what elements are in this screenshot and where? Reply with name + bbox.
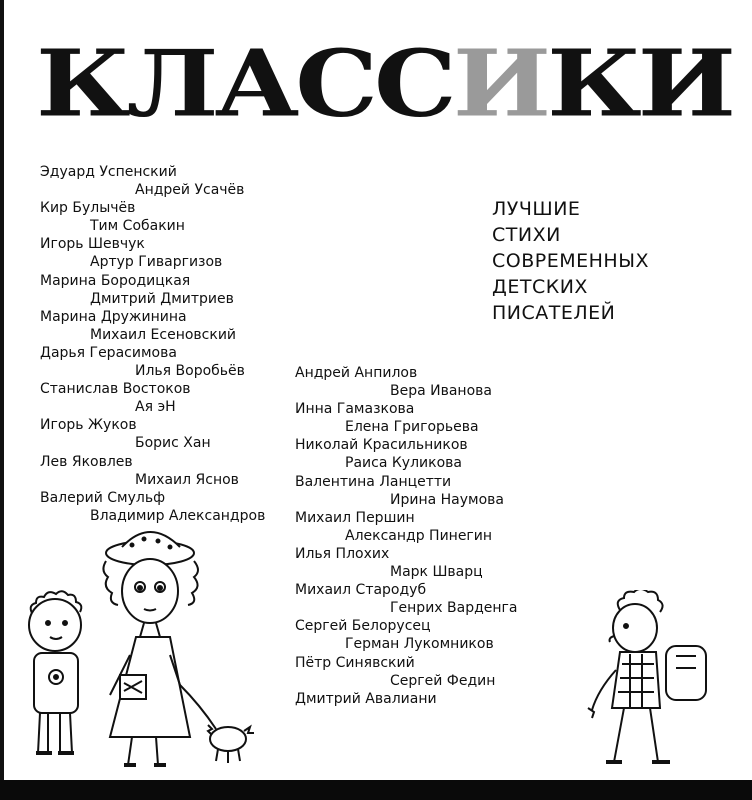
author-name: Дмитрий Авалиани xyxy=(295,690,437,707)
author-name: Тим Собакин xyxy=(90,218,185,235)
author-name: Игорь Шевчук xyxy=(40,236,145,253)
title-part2: КИ xyxy=(547,29,732,138)
page-left-edge xyxy=(0,0,4,800)
author-name: Сергей Федин xyxy=(390,672,496,689)
author-name: Андрей Анпилов xyxy=(295,365,418,381)
author-name: Марина Бородицкая xyxy=(40,272,191,289)
author-name: Марк Шварц xyxy=(390,564,483,581)
book-subtitle xyxy=(492,196,649,326)
author-name: Герман Лукомников xyxy=(345,636,494,653)
author-name: Кир Булычёв xyxy=(40,200,136,217)
author-name: Михаил Першин xyxy=(295,509,415,526)
author-name: Раиса Куликова xyxy=(345,455,462,472)
author-name: Игорь Жуков xyxy=(40,417,137,434)
authors-list-left xyxy=(40,163,265,525)
boy-with-backpack-illustration xyxy=(580,590,740,780)
girl-with-dog-illustration xyxy=(78,525,258,775)
book-title xyxy=(36,29,732,138)
author-name: Инна Гамазкова xyxy=(295,401,415,418)
author-name: Генрих Варденга xyxy=(390,600,518,617)
author-name: Андрей Усачёв xyxy=(135,182,245,199)
author-name: Дарья Герасимова xyxy=(40,344,177,361)
authors-list-right xyxy=(295,364,517,708)
author-name: Вера Иванова xyxy=(390,383,492,400)
author-name: Владимир Александров xyxy=(90,507,266,524)
author-name: Николай Красильников xyxy=(295,437,468,454)
subtitle-line: ЛУЧШИЕ xyxy=(492,198,581,220)
subtitle-line: ПИСАТЕЛЕЙ xyxy=(492,302,616,324)
title-accent-letter: И xyxy=(452,29,548,138)
subtitle-line: ДЕТСКИХ xyxy=(492,276,588,298)
author-name: Михаил Яснов xyxy=(135,471,239,488)
author-name: Ая эН xyxy=(135,399,176,416)
author-name: Александр Пинегин xyxy=(345,527,493,544)
author-name: Эдуард Успенский xyxy=(40,164,177,180)
author-name: Сергей Белорусец xyxy=(295,618,431,635)
author-name: Илья Воробьёв xyxy=(135,363,245,380)
author-name: Артур Гиваргизов xyxy=(90,254,223,271)
page-bottom-edge xyxy=(0,780,752,800)
author-name: Станислав Востоков xyxy=(40,381,191,398)
author-name: Илья Плохих xyxy=(295,545,390,562)
subtitle-line: СТИХИ xyxy=(492,224,561,246)
author-name: Дмитрий Дмитриев xyxy=(90,290,234,307)
author-name: Лев Яковлев xyxy=(40,453,133,470)
author-name: Михаил Есеновский xyxy=(90,326,237,343)
author-name: Марина Дружинина xyxy=(40,308,187,325)
subtitle-line: СОВРЕМЕННЫХ xyxy=(492,250,649,272)
author-name: Валентина Ланцетти xyxy=(295,473,452,490)
title-part1: КЛАСС xyxy=(36,29,453,138)
author-name: Михаил Стародуб xyxy=(295,582,427,599)
author-name: Ирина Наумова xyxy=(390,491,504,508)
author-name: Валерий Смульф xyxy=(40,489,166,506)
author-name: Елена Григорьева xyxy=(345,419,479,436)
author-name: Борис Хан xyxy=(135,435,211,452)
author-name: Пётр Синявский xyxy=(295,654,415,671)
